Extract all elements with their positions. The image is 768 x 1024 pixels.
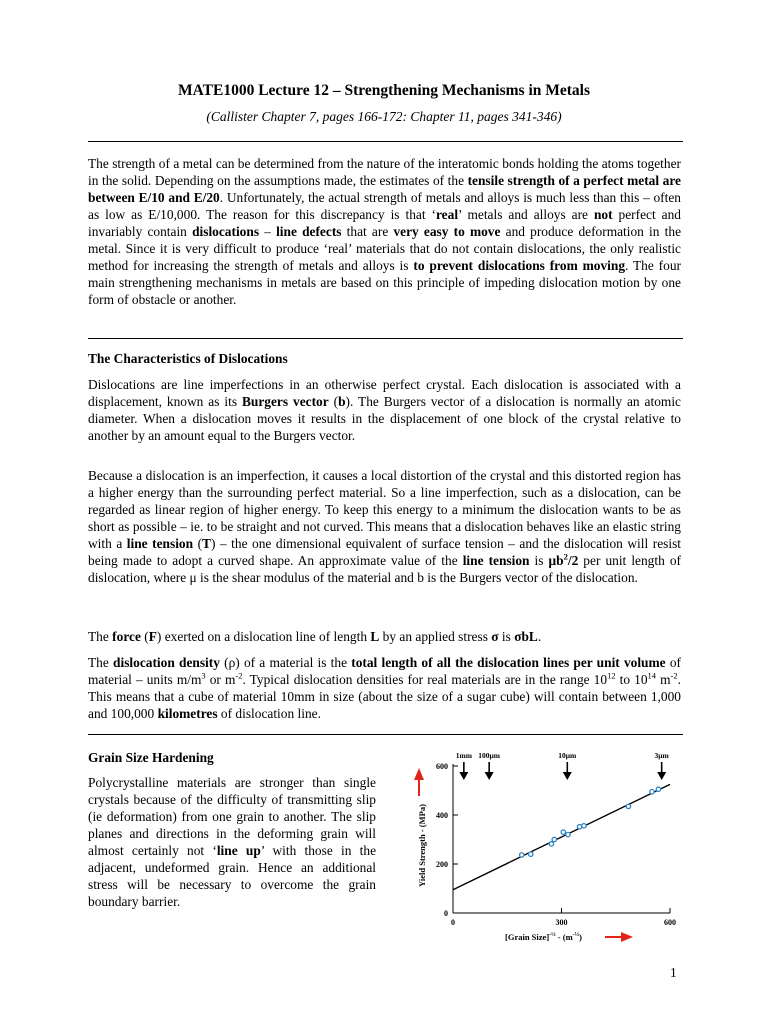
text-run: of dislocation line. [217,706,321,721]
text-run: The [88,655,114,670]
superscript-text: 12 [607,670,616,681]
superscript-text: 2 [563,551,568,562]
text-run: is [529,553,549,568]
y-tick-label: 600 [436,762,448,771]
y-tick-label: 400 [436,811,448,820]
y-tick-label: 200 [436,860,448,869]
text-run: . [537,629,542,644]
text-run: that are [341,224,394,239]
text-run: The [88,629,113,644]
grain-size-chart [405,746,680,946]
data-point [552,837,556,841]
dislocations-paragraph-3 [88,628,681,645]
divider-top [88,141,683,142]
x-axis-label-part: ) [579,932,582,942]
text-run: Because a dislocation is an imperfection, it causes a local distortion of the crystal and this distorted region has a higher energy than the surrounding perfect material. So a line imperfection, such as a dislocation, can be regarded as linear region of higher energy. To keep this energy to a minimum the dislocation wants to be as short as possible – ie. to be straight and not curved. This means that a dislocation behaves like an elastic string with a [88,468,681,551]
text-run: of material – units m/m [88,655,681,687]
data-point [650,790,654,794]
marker-label: 3μm [654,751,669,760]
bold-text: σbL [514,629,538,644]
superscript-text: -2 [235,670,243,681]
y-axis-arrow-head [414,768,424,780]
data-point [577,825,581,829]
x-axis-arrow-head [621,932,633,942]
text-run: . Unfortunately, the actual strength of metals and alloys is much less than this – often as low as E/10,000. The reason for this discrepancy is that ‘ [88,190,681,222]
bold-text: b [338,394,346,409]
bold-text: dislocations [192,224,260,239]
text-run: by an applied stress [379,629,492,644]
data-point [582,824,586,828]
dislocations-paragraph-2 [88,467,681,586]
text-run: The strength of a metal can be determined from the nature of the interatomic bonds holding the atoms together in the solid. Depending on the assumptions made, the estimates of the [88,156,681,188]
bold-text: real [435,207,459,222]
marker-label: 10μm [558,751,577,760]
text-run: ( [140,629,149,644]
superscript-text: 14 [647,670,657,681]
divider-bottom [88,734,683,735]
section-heading-grain-size: Grain Size Hardening [88,750,214,765]
marker-arrow-head [485,772,494,780]
x-tick-label: 300 [555,918,568,927]
marker-arrow-head [459,772,468,780]
bold-text: line up [216,843,261,858]
bold-text: L [370,629,380,644]
y-axis-label: Yield Strength - (MPa) [417,804,427,887]
page-title: MATE1000 Lecture 12 – Strengthening Mechanisms in Metals [177,82,591,99]
bold-text: F [148,629,157,644]
x-tick-label: 0 [451,918,455,927]
dislocations-paragraph-1 [88,376,681,444]
marker-label: 100μm [478,751,501,760]
bold-text: total length of all the dislocation lines per unit volume [351,655,666,670]
text-run: ) exerted on a dislocation line of length [156,629,371,644]
data-point [549,842,553,846]
text-run: ( [328,394,339,409]
data-point [520,853,524,857]
text-run: and produce deformation in the metal. Since it is very difficult to produce ‘real’ materials that do not contain dislocations, the only realistic method for increasing the strength of metals and alloys is [88,224,682,273]
dislocations-paragraph-4 [88,654,681,722]
x-axis-label-exponent: -½ [549,932,556,938]
bold-text: tensile strength of a perfect metal are between E/10 and E/20 [88,173,681,205]
x-axis-label-exponent: -½ [572,932,580,938]
page-subtitle: (Callister Chapter 7, pages 166-172: Chapter 11, pages 341-346) [206,109,562,124]
data-point [626,804,630,808]
page-number: 1 [670,965,677,980]
bold-text: line defects [276,224,342,239]
marker-arrow-head [657,772,666,780]
superscript-text: -2 [670,670,678,681]
text-run: ( [193,536,203,551]
data-point [656,787,660,791]
text-run: ). The Burgers vector of a dislocation is normally an atomic diameter. When a dislocation moves it results in the displacement of one block of the crystal relative to another by an amount equal to the Burgers vector. [88,394,681,443]
text-run: perfect and invariably contain [88,207,681,239]
data-point [561,830,565,834]
text-run: is [498,629,515,644]
text-run: Polycrystalline materials are stronger than single crystals because of the difficulty of transmitting slip (ie deformation) from one grain to another. The slip planes and directions in the deforming grain will almost certainly not ‘ [88,775,376,858]
bold-text: T [202,536,211,551]
bold-text: line tension [126,536,194,551]
x-axis-label-part: - (m [555,932,573,942]
bold-text: σ [491,629,499,644]
marker-label: 1mm [455,751,472,760]
bold-text: μb [548,553,564,568]
bold-text: to prevent dislocations from moving [413,258,626,273]
x-axis-label [505,931,582,942]
text-run: . The four main strengthening mechanisms in metals are based on this principle of impeding dislocation motion by one form of obstacle or another. [88,258,681,307]
text-run: or m [205,672,236,687]
text-run: (ρ) of a material is the [219,655,352,670]
marker-arrow-head [563,772,572,780]
x-tick-label: 600 [664,918,676,927]
grain-size-paragraph [88,774,376,910]
bold-text: force [112,629,141,644]
data-point [529,852,533,856]
text-run: ’ with those in the adjacent, undeformed grain. Hence an additional stress will be necessary to overcome the grain boundary barrier. [88,843,377,909]
superscript-text: 3 [201,670,206,681]
text-run: ) – the one dimensional equivalent of surface tension – and the dislocation will resist being made to adopt a curved shape. An approximate value of the [88,536,681,568]
y-tick-label: 0 [444,909,448,918]
bold-text: line tension [462,553,530,568]
bold-text: /2 [567,553,579,568]
text-run: . This means that a cube of material 10mm in size (about the size of a sugar cube) will contain between 1,000 and 100,000 [88,672,681,721]
intro-paragraph [88,155,681,308]
bold-text: not [593,207,613,222]
text-run: . Typical dislocation densities for real materials are in the range 10 [242,672,608,687]
text-run: Dislocations are line imperfections in an otherwise perfect crystal. Each dislocation is associated with a displacement, known as its [88,377,681,409]
section-heading-dislocations: The Characteristics of Dislocations [88,351,288,366]
bold-text: kilometres [157,706,218,721]
bold-text: Burgers vector [241,394,329,409]
data-point [566,832,570,836]
x-axis-label-part: [Grain Size] [505,932,550,942]
bold-text: dislocation density [113,655,220,670]
divider-middle [88,338,683,339]
text-run: to 10 [615,672,648,687]
text-run: m [656,672,671,687]
fit-line [453,784,670,889]
text-run: – [259,224,277,239]
bold-text: very easy to move [393,224,501,239]
text-run: per unit length of dislocation, where μ is the shear modulus of the material and b is the Burgers vector of the dislocation. [88,553,681,585]
text-run: ’ metals and alloys are [458,207,594,222]
